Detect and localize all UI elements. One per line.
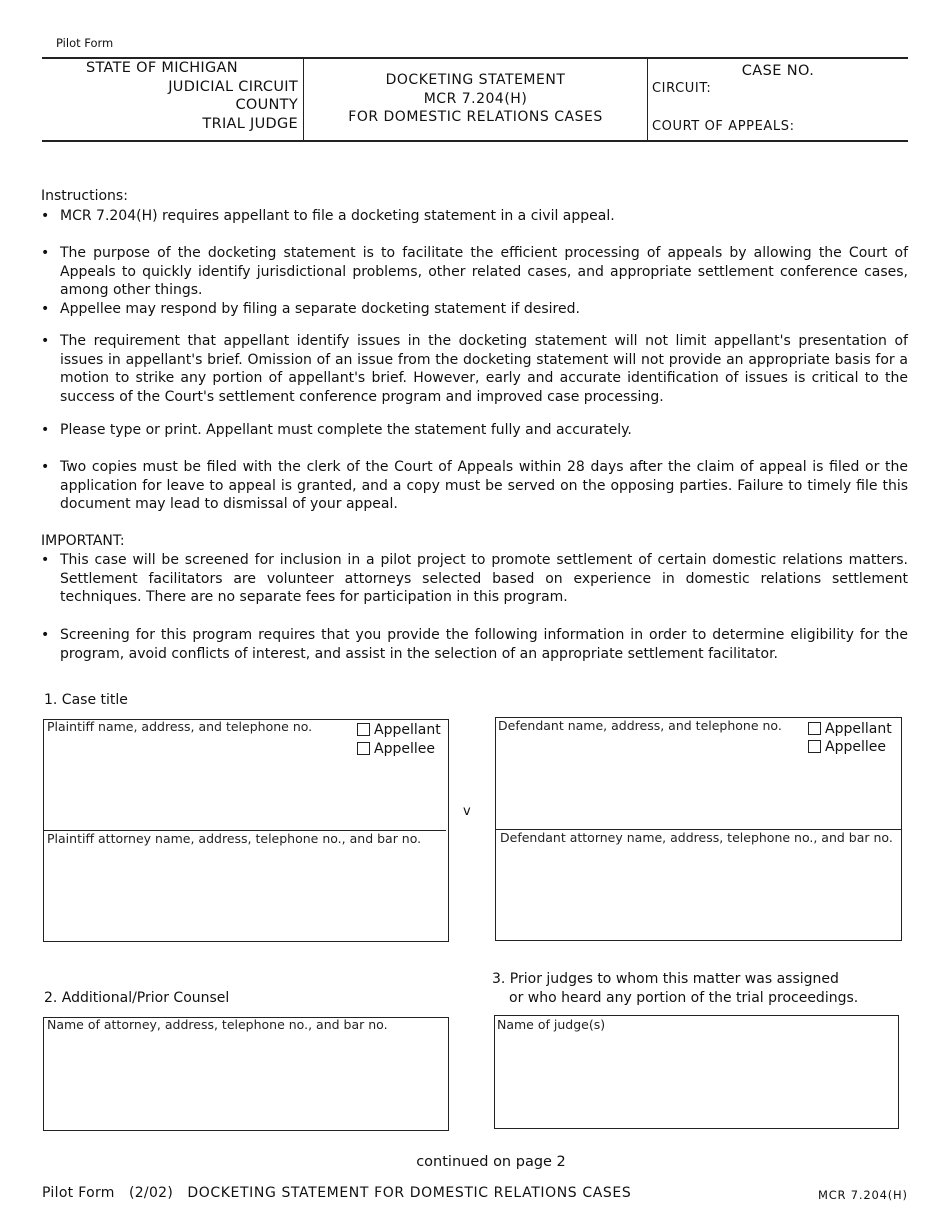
important-heading: IMPORTANT: [41, 533, 125, 549]
footer-left [42, 1185, 631, 1201]
defendant-appellee-option[interactable] [808, 738, 886, 757]
footer-date: (2/02) [128, 1185, 174, 1201]
instruction-item: Two copies must be filed with the clerk of the Court of Appeals within 28 days after the claim of appeal is filed or the application for leave to appeal is granted, and a copy must be served on the opposing parties. Failure to timely file this document may lead to dismissal of your appeal. [60, 459, 908, 512]
plaintiff-attorney-input[interactable] [46, 852, 446, 938]
defendant-appellant-option[interactable] [808, 720, 892, 739]
bullet: • [41, 459, 50, 475]
footer-title: DOCKETING STATEMENT FOR DOMESTIC RELATIONS CASES [187, 1185, 632, 1201]
appellee-label: Appellee [374, 741, 435, 757]
judicial-circuit-label: JUDICIAL CIRCUIT [168, 78, 298, 95]
plaintiff-appellant-checkbox[interactable] [357, 723, 370, 736]
footer-rule: MCR 7.204(H) [818, 1188, 908, 1202]
defendant-attorney-input[interactable] [498, 851, 898, 937]
title-line-1: DOCKETING STATEMENT [385, 72, 566, 88]
defendant-appellee-checkbox[interactable] [808, 740, 821, 753]
versus-label: v [463, 804, 471, 819]
continued-note: continued on page 2 [416, 1154, 566, 1170]
bullet: • [41, 245, 50, 261]
title-line-3: FOR DOMESTIC RELATIONS CASES [348, 109, 603, 125]
circuit-label: CIRCUIT: [652, 81, 712, 96]
instruction-item: Appellee may respond by filing a separate docketing statement if desired. [60, 301, 580, 317]
state-label: STATE OF MICHIGAN [86, 60, 238, 76]
bullet: • [41, 552, 50, 568]
header-bottom-rule [42, 140, 908, 142]
appellant-label: Appellant [825, 721, 892, 737]
county-label: COUNTY [235, 97, 298, 114]
plaintiff-label: Plaintiff name, address, and telephone no. [47, 719, 313, 734]
bullet: • [41, 208, 50, 224]
important-item: Screening for this program requires that you provide the following information in order to determine eligibility for the program, avoid conflicts of interest, and assist in the selection of an appropriate settlement facilitator. [60, 627, 908, 662]
plaintiff-attorney-label: Plaintiff attorney name, address, telephone no., and bar no. [47, 831, 422, 846]
bullet: • [41, 301, 50, 317]
section-1-title: 1. Case title [44, 692, 128, 708]
important-item: This case will be screened for inclusion in a pilot project to promote settlement of certain domestic relations matters. Settlement facilitators are volunteer attorneys selected based on experience in domestic relations settlement techniques. There are no separate fees for participation in this program. [60, 552, 908, 605]
case-no-label: CASE NO. [741, 63, 815, 79]
defendant-label: Defendant name, address, and telephone no. [498, 718, 782, 733]
appeals-case-no-field[interactable] [800, 117, 904, 135]
plaintiff-appellant-option[interactable] [357, 721, 441, 740]
instruction-item: Please type or print. Appellant must complete the statement fully and accurately. [60, 422, 632, 438]
plaintiff-input[interactable] [46, 740, 346, 826]
court-of-appeals-label: COURT OF APPEALS: [652, 119, 795, 134]
appellant-label: Appellant [374, 722, 441, 738]
court-info-block [42, 59, 298, 134]
bullet: • [41, 333, 50, 349]
title-line-2: MCR 7.204(H) [423, 90, 528, 107]
prior-judges-box[interactable] [494, 1015, 899, 1129]
appellee-label: Appellee [825, 739, 886, 755]
instructions-heading: Instructions: [41, 188, 128, 204]
instruction-item: The purpose of the docketing statement is to facilitate the efficient processing of appeals by allowing the Court of Appeals to quickly identify jurisdictional problems, other related cases, and appropriate settlement conference cases, among other things. [60, 245, 908, 298]
defendant-attorney-label: Defendant attorney name, address, telephone no., and bar no. [500, 830, 893, 845]
top-form-label: Pilot Form [56, 36, 114, 50]
prior-counsel-box[interactable] [43, 1017, 449, 1131]
defendant-input[interactable] [498, 740, 798, 826]
plaintiff-appellee-option[interactable] [357, 740, 435, 759]
plaintiff-appellee-checkbox[interactable] [357, 742, 370, 755]
defendant-appellant-checkbox[interactable] [808, 722, 821, 735]
footer-form-name: Pilot Form [42, 1185, 115, 1201]
prior-counsel-label: Name of attorney, address, telephone no., and bar no. [47, 1017, 388, 1032]
instruction-item: MCR 7.204(H) requires appellant to file a docketing statement in a civil appeal. [60, 208, 615, 224]
section-3-title-line-2: or who heard any portion of the trial proceedings. [509, 990, 859, 1006]
instruction-item: The requirement that appellant identify issues in the docketing statement will not limit appellant's presentation of issues in appellant's brief. Omission of an issue from the docketing statement will not provide an appropriate basis for a motion to strike any portion of appellant's brief. However, early and accurate identification of issues is critical to the success of the Court's settlement conference program and improved case processing. [60, 333, 908, 405]
circuit-case-no-field[interactable] [716, 80, 904, 98]
bullet: • [41, 422, 50, 438]
bullet: • [41, 627, 50, 643]
trial-judge-label: TRIAL JUDGE [202, 116, 298, 133]
document-title [304, 71, 647, 127]
section-2-title: 2. Additional/Prior Counsel [44, 990, 230, 1006]
section-3-title-line-1: 3. Prior judges to whom this matter was assigned [492, 971, 839, 987]
prior-judges-label: Name of judge(s) [497, 1017, 606, 1032]
